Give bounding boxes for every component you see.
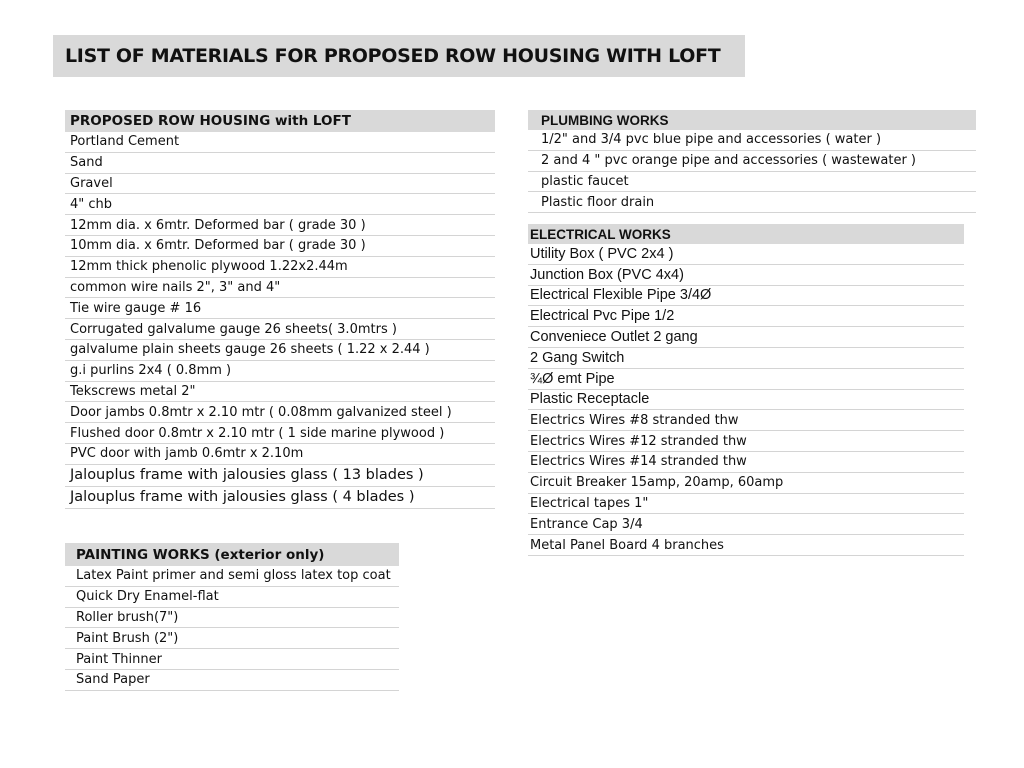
list-item: Paint Thinner bbox=[65, 649, 399, 670]
list-item: Electrical Flexible Pipe 3/4Ø bbox=[528, 286, 964, 307]
electrical-section bbox=[528, 224, 964, 556]
list-item: Sand bbox=[65, 153, 495, 174]
list-item: Gravel bbox=[65, 174, 495, 195]
list-item: Roller brush(7") bbox=[65, 608, 399, 629]
list-item: Plastic floor drain bbox=[528, 192, 976, 213]
list-item: Electrical Pvc Pipe 1/2 bbox=[528, 306, 964, 327]
list-item: Electrical tapes 1" bbox=[528, 494, 964, 515]
painting-section bbox=[65, 543, 399, 691]
row-housing-section bbox=[65, 110, 495, 509]
list-item: 12mm dia. x 6mtr. Deformed bar ( grade 30 ) bbox=[65, 215, 495, 236]
list-item: Metal Panel Board 4 branches bbox=[528, 535, 964, 556]
plumbing-header: PLUMBING WORKS bbox=[528, 110, 976, 130]
list-item: Sand Paper bbox=[65, 670, 399, 691]
plumbing-section bbox=[528, 110, 976, 213]
list-item: Jalouplus frame with jalousies glass ( 4 blades ) bbox=[65, 487, 495, 509]
list-item: Door jambs 0.8mtr x 2.10 mtr ( 0.08mm galvanized steel ) bbox=[65, 402, 495, 423]
list-item: 4" chb bbox=[65, 194, 495, 215]
page-title: LIST OF MATERIALS FOR PROPOSED ROW HOUSING WITH LOFT bbox=[53, 35, 745, 77]
painting-header: PAINTING WORKS (exterior only) bbox=[65, 543, 399, 566]
list-item: plastic faucet bbox=[528, 172, 976, 193]
list-item: 10mm dia. x 6mtr. Deformed bar ( grade 30 ) bbox=[65, 236, 495, 257]
list-item: ¾Ø emt Pipe bbox=[528, 369, 964, 390]
list-item: Quick Dry Enamel-flat bbox=[65, 587, 399, 608]
list-item: 1/2" and 3/4 pvc blue pipe and accessories ( water ) bbox=[528, 130, 976, 151]
list-item: Tekscrews metal 2" bbox=[65, 382, 495, 403]
list-item: g.i purlins 2x4 ( 0.8mm ) bbox=[65, 361, 495, 382]
row-housing-header: PROPOSED ROW HOUSING with LOFT bbox=[65, 110, 495, 132]
list-item: Circuit Breaker 15amp, 20amp, 60amp bbox=[528, 473, 964, 494]
list-item: Latex Paint primer and semi gloss latex top coat bbox=[65, 566, 399, 587]
list-item: Electrics Wires #8 stranded thw bbox=[528, 410, 964, 431]
list-item: Portland Cement bbox=[65, 132, 495, 153]
list-item: Flushed door 0.8mtr x 2.10 mtr ( 1 side marine plywood ) bbox=[65, 423, 495, 444]
list-item: Paint Brush (2") bbox=[65, 628, 399, 649]
list-item: Electrics Wires #12 stranded thw bbox=[528, 431, 964, 452]
list-item: Jalouplus frame with jalousies glass ( 13 blades ) bbox=[65, 465, 495, 487]
list-item: PVC door with jamb 0.6mtr x 2.10m bbox=[65, 444, 495, 465]
list-item: Conveniece Outlet 2 gang bbox=[528, 327, 964, 348]
list-item: Utility Box ( PVC 2x4 ) bbox=[528, 244, 964, 265]
list-item: 12mm thick phenolic plywood 1.22x2.44m bbox=[65, 257, 495, 278]
list-item: 2 and 4 " pvc orange pipe and accessories ( wastewater ) bbox=[528, 151, 976, 172]
list-item: common wire nails 2", 3" and 4" bbox=[65, 278, 495, 299]
list-item: Electrics Wires #14 stranded thw bbox=[528, 452, 964, 473]
list-item: Corrugated galvalume gauge 26 sheets( 3.0mtrs ) bbox=[65, 319, 495, 340]
electrical-header: ELECTRICAL WORKS bbox=[528, 224, 964, 244]
list-item: 2 Gang Switch bbox=[528, 348, 964, 369]
list-item: Plastic Receptacle bbox=[528, 390, 964, 411]
list-item: galvalume plain sheets gauge 26 sheets ( 1.22 x 2.44 ) bbox=[65, 340, 495, 361]
list-item: Junction Box (PVC 4x4) bbox=[528, 265, 964, 286]
list-item: Tie wire gauge # 16 bbox=[65, 298, 495, 319]
list-item: Entrance Cap 3/4 bbox=[528, 514, 964, 535]
